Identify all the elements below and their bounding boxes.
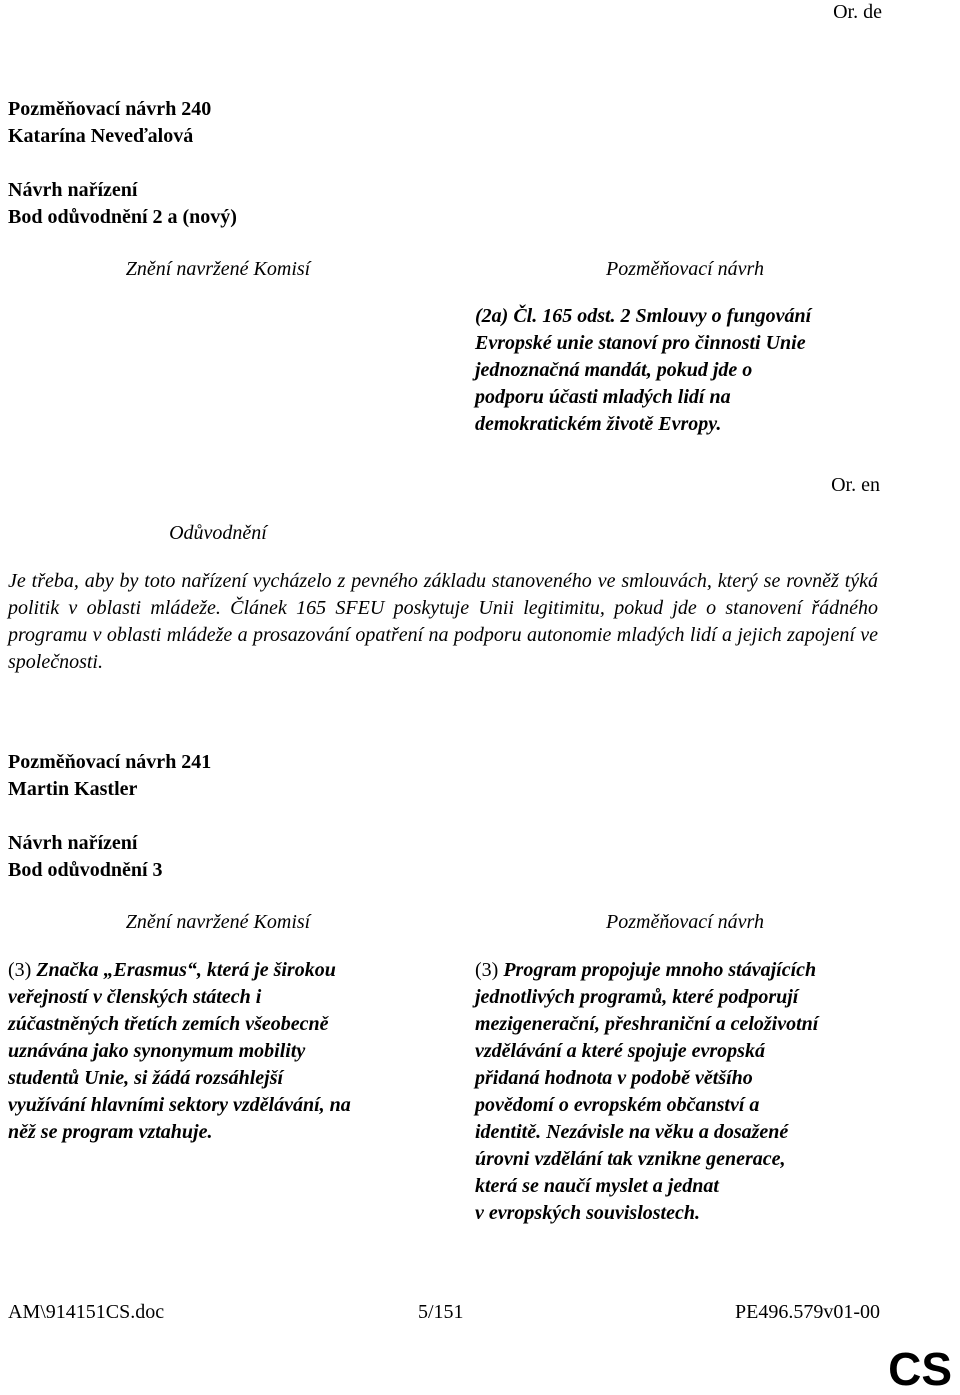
- amendment-241-amendment-body: Program propojuje mnoho stávajících jednotlivých programů, které podporují mezigenerační, přeshraniční a celoživotní vzdělávání a které spojuje evropská přidaná hodnota v podobě většího povědomí o evropském občanství a identitě. Nezávisle na věku a dosažené úrovni vzdělání tak vznikne generace, která se naučí myslet a jednat v evropských souvislostech.: [475, 959, 819, 1224]
- amendment-241-commission-body: Značka „Erasmus“, která je širokou veřejností v členských státech i zúčastněných třetích zemích všeobecně uznávána jako synonymum mobility studentů Unie, si žádá rozsáhlejší využívání hlavními sektory vzdělávání, na něž se program vztahuje.: [8, 959, 351, 1143]
- amendment-240-original-language: Or. en: [831, 474, 880, 496]
- amendment-241-amendment-header: Pozměňovací návrh: [606, 911, 764, 933]
- amendment-240-amendment-text: (2a) Čl. 165 odst. 2 Smlouvy o fungování Evropské unie stanoví pro činnosti Unie jednoznačná mandát, pokud jde o podporu účasti mladých lidí na demokratickém životě Evropy.: [475, 305, 812, 435]
- amendment-241-proposal-type: Návrh nařízení: [8, 832, 138, 854]
- amendment-241-commission-prefix: (3): [8, 959, 37, 981]
- original-language-label: Or. de: [833, 1, 882, 23]
- amendment-241-author: Martin Kastler: [8, 778, 138, 800]
- justification-heading: Odůvodnění: [169, 522, 267, 544]
- footer-page-number: 5/151: [418, 1301, 464, 1323]
- amendment-241-commission-text: [8, 957, 428, 1146]
- justification-text: [8, 568, 878, 676]
- amendment-241-amendment-prefix: (3): [475, 959, 504, 981]
- amendment-241-amendment-text: [475, 957, 895, 1227]
- amendment-240-proposal-type: Návrh nařízení: [8, 179, 138, 201]
- footer-language-code: CS: [888, 1343, 952, 1395]
- justification-text-part-1: Je třeba, aby by toto nařízení vycházelo z pevného základu stanoveného ve smlouvách, který se rovněž týká politik v oblasti mládeže.: [8, 570, 878, 619]
- amendment-240-amendment-header: Pozměňovací návrh: [606, 258, 764, 280]
- amendment-241-title: Pozměňovací návrh 241: [8, 751, 212, 773]
- footer-pe-number: PE496.579v01-00: [735, 1301, 880, 1323]
- amendment-240-title: Pozměňovací návrh 240: [8, 98, 212, 120]
- amendment-241-recital: Bod odůvodnění 3: [8, 859, 163, 881]
- footer-document-ref: AM\914151CS.doc: [8, 1301, 165, 1323]
- amendment-241-commission-header: Znění navržené Komisí: [125, 911, 311, 933]
- amendment-240-commission-header: Znění navržené Komisí: [125, 258, 311, 280]
- amendment-240-recital: Bod odůvodnění 2 a (nový): [8, 206, 237, 228]
- justification-text-part-2: Článek 165 SFEU poskytuje Unii legitimitu, pokud jde o stanovení řádného programu v oblasti mládeže a prosazování opatření na podporu autonomie mladých lidí a jejich zapojení ve společnosti.: [8, 597, 878, 673]
- amendment-240-author: Katarína Neveďalová: [8, 125, 194, 147]
